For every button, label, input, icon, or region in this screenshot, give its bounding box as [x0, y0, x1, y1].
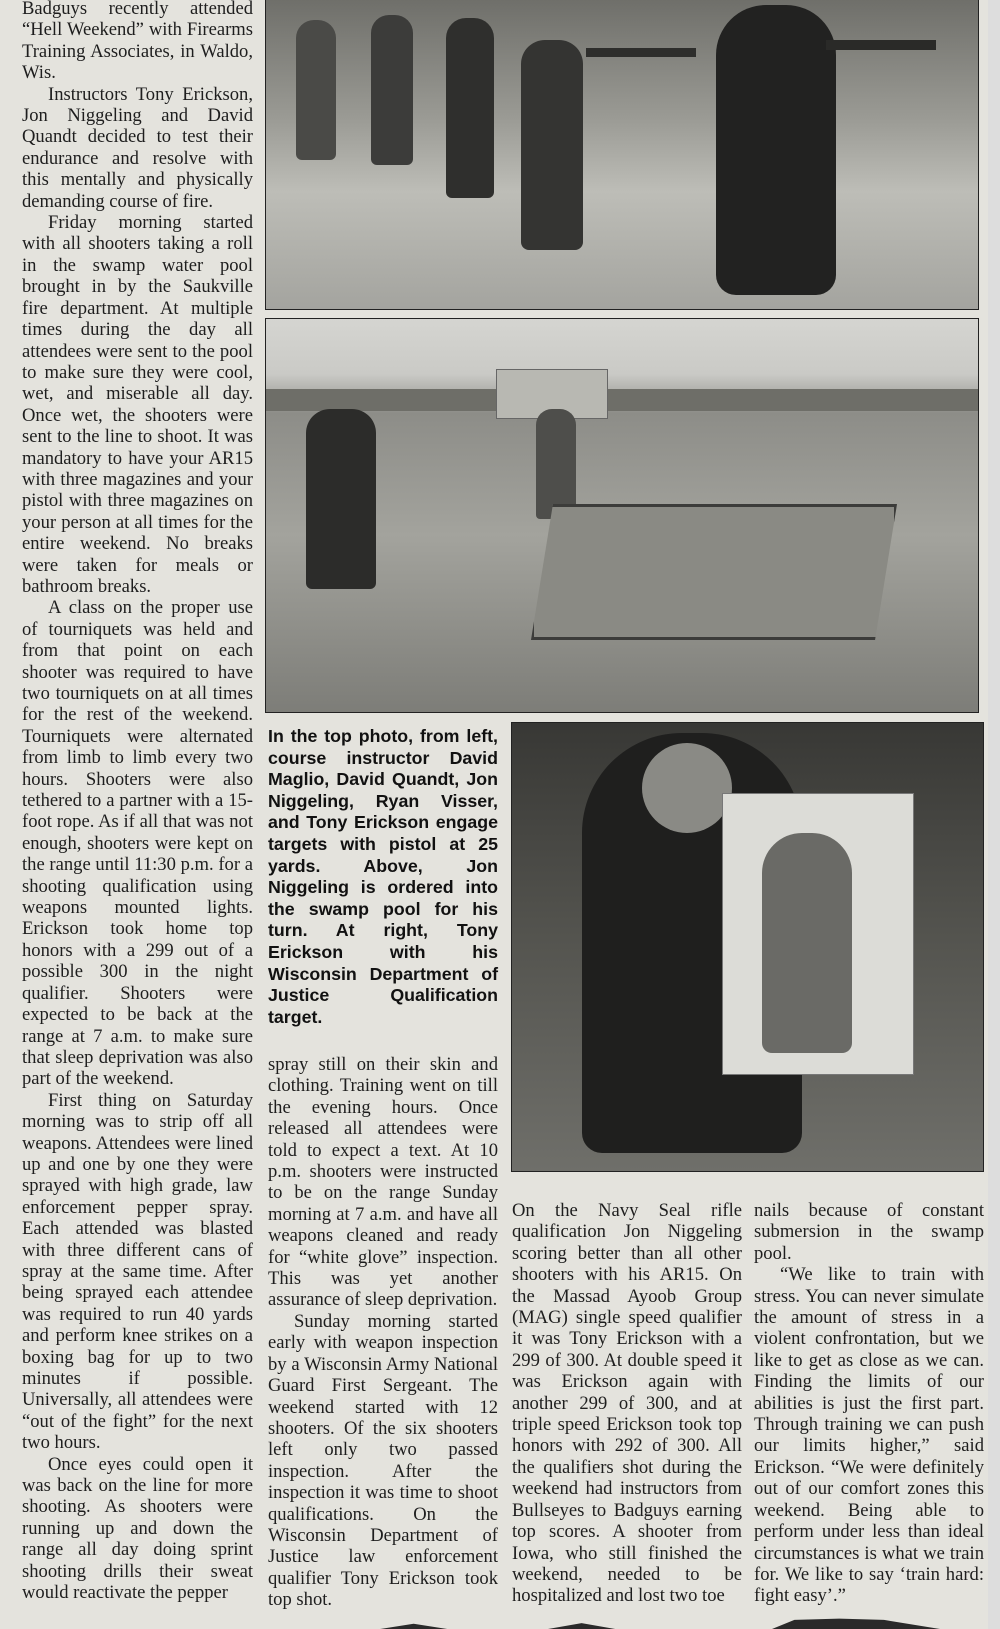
photo-swamp-pool	[265, 318, 979, 713]
paragraph: “We like to train with stress. You can never simulate the amount of stress in a violent confrontation, but we like to get as close as we can. Finding the limits of our abilities is just the first part. Through training we can push our limits higher,” said Erickson. “We were definitely out of our comfort zones this weekend. Being able to perform under less than ideal circumstances is what we train for. We like to say ‘train hard: fight easy’.”	[754, 1264, 984, 1607]
paragraph: Badguys recently attended “Hell Weekend” with Firearms Training Associates, in Waldo, Wis.	[22, 0, 253, 84]
photo-shooters-firing-line	[265, 0, 979, 310]
article-column-2	[268, 1054, 498, 1611]
article-column-1	[22, 0, 253, 1603]
adjacent-column-edge	[988, 0, 1000, 1629]
paragraph: A class on the proper use of tourniquets was held and from that point on each shooter was required to have two tourniquets on at all times for the rest of the weekend. Tourniquets were alternated from limb to limb every two hours. Shooters were also tethered to a partner with a 15-foot rope. As if all that was not enough, shooters were kept on the range until 11:30 p.m. for a shooting qualification using weapons mounted lights. Erickson took home top honors with a 299 out of a possible 300 in the night qualifier. Shooters were expected to be back at the range at 7 a.m. to make sure that sleep deprivation was also part of the weekend.	[22, 597, 253, 1090]
paragraph: Friday morning started with all shooters taking a roll in the swamp water pool brought in by the Saukville fire department. At multiple times during the day all attendees were sent to the pool to make sure they were cool, wet, and miserable all day. Once wet, the shooters were sent to the line to shoot. It was mandatory to have your AR15 with three magazines and your pistol with three magazines on your person at all times for the entire weekend. No breaks were taken for meals or bathroom breaks.	[22, 212, 253, 597]
paragraph: First thing on Saturday morning was to strip off all weapons. Attendees were lined up and one by one they were sprayed with high grade, law enforcement pepper spray. Each attended was blasted with three different cans of spray at the same time. After being sprayed each attendee was required to run 40 yards and perform knee strikes on a boxing bag for up to two minutes if possible. Universally, all attendees were “out of the fight” for the next two hours.	[22, 1089, 253, 1454]
paragraph: spray still on their skin and clothing. Training went on till the evening hours. Once released all attendees were told to expect a text. At 10 p.m. shooters were instructed to be on the range Sunday morning at 7 a.m. and have all weapons cleaned and ready for “white glove” inspection. This was yet another assurance of sleep deprivation.	[268, 1054, 498, 1311]
paragraph: Once eyes could open it was back on the line for more shooting. As shooters were running up and down the range all day doing sprint shooting drills their sweat would reactivate the pepper	[22, 1453, 253, 1604]
article-column-4	[754, 1200, 984, 1607]
paragraph: Instructors Tony Erickson, Jon Niggeling and David Quandt decided to test their endurance and resolve with this mentally and physically demanding course of fire.	[22, 83, 253, 212]
paragraph: nails because of constant submersion in the swamp pool.	[754, 1200, 984, 1264]
headline-fragment	[380, 1616, 940, 1629]
paragraph: On the Navy Seal rifle qualification Jon Niggeling scoring better than all other shooters with his AR15. On the Massad Ayoob Group (MAG) single speed qualifier it was Tony Erickson with a 299 of 300. At double speed it was Erickson again with another 299 of 300, and at triple speed Erickson took top honors with 292 of 300. All the qualifiers shot during the weekend had instructors from Bullseyes to Badguys earning top scores. A shooter from Iowa, who still finished the weekend, needed to be hospitalized and lost two toe	[512, 1200, 742, 1607]
photo-target-qualification	[511, 722, 984, 1172]
article-column-3	[512, 1200, 742, 1607]
paragraph: Sunday morning started early with weapon inspection by a Wisconsin Army National Guard First Sergeant. The weekend started with 12 shooters. Of the six shooters left only two passed inspection. After the inspection it was time to shoot qualifications. On the Wisconsin Department of Justice law enforcement qualifier Tony Erickson took top shot.	[268, 1310, 498, 1611]
photo-caption: In the top photo, from left, course instructor David Maglio, David Quandt, Jon Niggeling, Ryan Visser, and Tony Erickson engage targets with pistol at 25 yards. Above, Jon Niggeling is ordered into the swamp pool for his turn. At right, Tony Erickson with his Wisconsin Department of Justice Qualification target.	[268, 726, 498, 1027]
